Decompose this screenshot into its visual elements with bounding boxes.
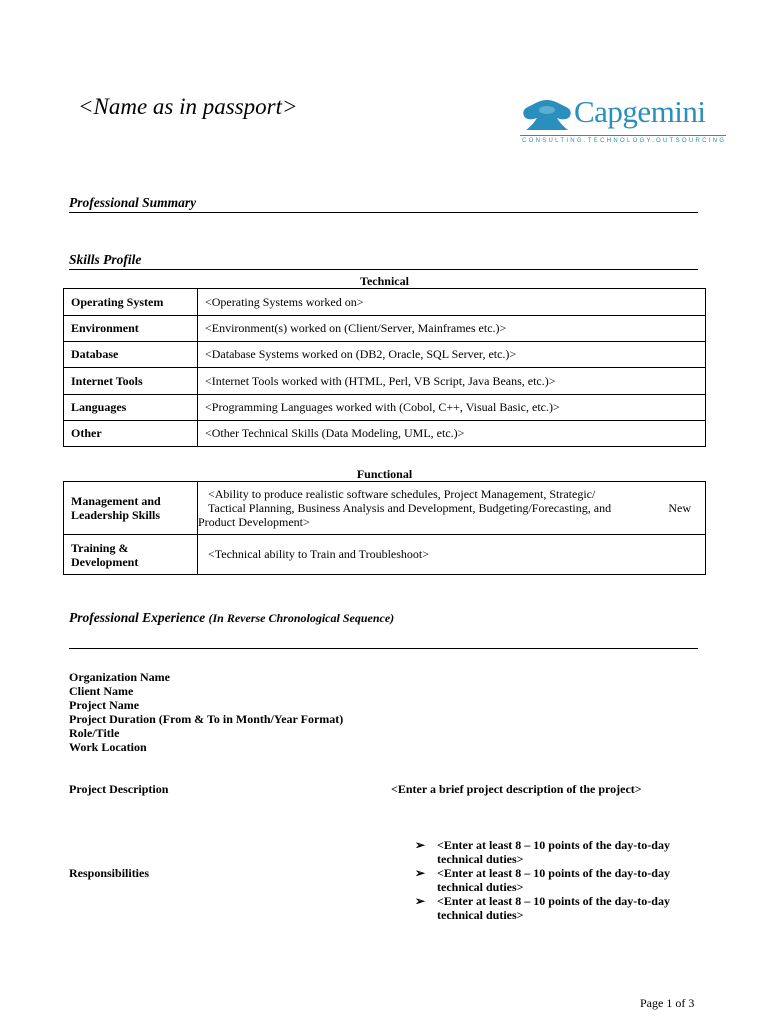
list-item-line: technical duties> <box>437 908 524 922</box>
row-label <box>64 482 198 535</box>
bullet-arrow-icon: ➢ <box>415 838 426 852</box>
row-value-line <box>198 501 705 515</box>
list-item <box>415 838 715 866</box>
row-label-line: Management and <box>71 494 161 508</box>
bullet-arrow-icon: ➢ <box>415 894 426 908</box>
row-label: Environment <box>64 316 198 342</box>
row-value: <Internet Tools worked with (HTML, Perl, VB Script, Java Beans, etc.)> <box>198 368 706 395</box>
row-label: Internet Tools <box>64 368 198 395</box>
logo-divider <box>520 135 726 136</box>
table-row <box>64 289 706 316</box>
experience-fields <box>69 670 343 754</box>
field-project-name: Project Name <box>69 698 140 712</box>
experience-heading-text: Professional Experience <box>69 610 206 625</box>
responsibilities-label: Responsibilities <box>69 866 150 880</box>
technical-skills-table <box>63 288 706 447</box>
professional-experience-heading <box>69 610 394 626</box>
functional-skills-table <box>63 481 706 575</box>
row-value: <Other Technical Skills (Data Modeling, UML, etc.)> <box>198 421 706 447</box>
row-value: <Operating Systems worked on> <box>198 289 706 316</box>
field-work-location: Work Location <box>69 740 147 754</box>
list-item <box>415 894 715 922</box>
row-value: <Database Systems worked on (DB2, Oracle, SQL Server, etc.)> <box>198 342 706 368</box>
skills-rule <box>69 269 698 270</box>
row-label-line: Leadership Skills <box>71 508 161 522</box>
experience-note: (In Reverse Chronological Sequence) <box>208 611 395 625</box>
row-value <box>198 482 706 535</box>
list-item-line: <Enter at least 8 – 10 points of the day-to-day <box>437 838 670 852</box>
row-value: <Programming Languages worked with (Cobol, C++, Visual Basic, etc.)> <box>198 395 706 421</box>
list-item-line: technical duties> <box>437 880 524 894</box>
document-title: <Name as in passport> <box>78 94 298 119</box>
professional-summary-heading: Professional Summary <box>69 195 197 210</box>
table-row <box>64 482 706 535</box>
list-item-text <box>437 894 707 922</box>
capgemini-logo <box>520 96 730 146</box>
project-description-label: Project Description <box>69 782 169 796</box>
field-organization-name: Organization Name <box>69 670 170 684</box>
project-description-value: <Enter a brief project description of the project> <box>391 782 642 796</box>
field-client-name: Client Name <box>69 684 134 698</box>
table-row <box>64 342 706 368</box>
technical-caption: Technical <box>360 274 409 288</box>
field-project-duration: Project Duration (From & To in Month/Year Format) <box>69 712 344 726</box>
row-value: <Environment(s) worked on (Client/Server, Mainframes etc.)> <box>198 316 706 342</box>
logo-tagline: CONSULTING.TECHNOLOGY.OUTSOURCING <box>522 138 727 144</box>
functional-caption: Functional <box>356 467 413 481</box>
list-item-line: technical duties> <box>437 852 524 866</box>
list-item-text <box>437 866 707 894</box>
bullet-arrow-icon: ➢ <box>415 866 426 880</box>
row-value-line: <Ability to produce realistic software schedules, Project Management, Strategic/ <box>208 487 596 501</box>
row-value-text: New <box>668 501 691 515</box>
page-number: Page 1 of 3 <box>640 996 695 1010</box>
field-role-title: Role/Title <box>69 726 120 740</box>
row-value: <Technical ability to Train and Troubleshoot> <box>198 535 706 575</box>
row-value-text: Tactical Planning, Business Analysis and Development, Budgeting/Forecasting, and <box>208 501 612 515</box>
list-item-line: <Enter at least 8 – 10 points of the day-to-day <box>437 866 670 880</box>
row-label-line: Development <box>71 554 139 569</box>
table-row <box>64 395 706 421</box>
row-label: Database <box>64 342 198 368</box>
row-label <box>64 535 198 575</box>
spade-icon <box>520 96 574 134</box>
row-label-line: Training & <box>71 540 129 555</box>
table-row <box>64 421 706 447</box>
row-label: Other <box>64 421 198 447</box>
logo-wordmark: Capgemini <box>574 94 706 129</box>
list-item-text <box>437 838 707 866</box>
summary-rule <box>69 212 698 213</box>
row-value-line: Product Development> <box>198 515 310 529</box>
list-item-line: <Enter at least 8 – 10 points of the day-to-day <box>437 894 670 908</box>
skills-profile-heading: Skills Profile <box>69 252 142 267</box>
table-row <box>64 368 706 395</box>
row-label: Languages <box>64 395 198 421</box>
experience-rule <box>69 648 698 649</box>
list-item <box>415 866 715 894</box>
row-label: Operating System <box>64 289 198 316</box>
table-row <box>64 535 706 575</box>
table-row <box>64 316 706 342</box>
